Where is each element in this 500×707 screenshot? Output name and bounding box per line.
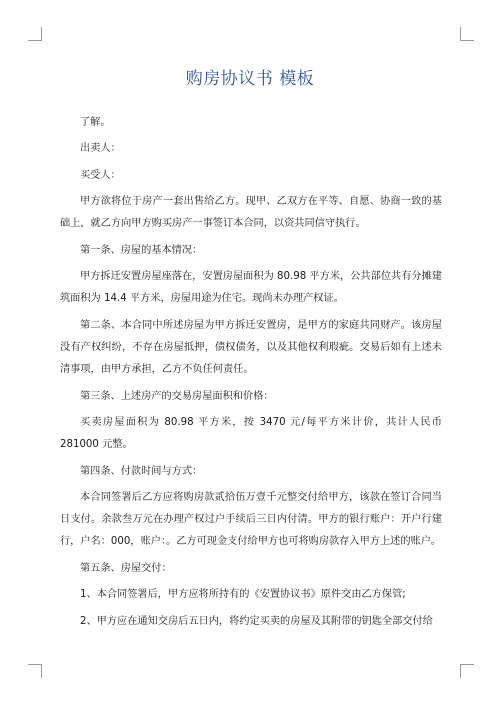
document-body xyxy=(60,112,442,637)
crop-mark-bottom-left xyxy=(28,664,42,678)
paragraph: 1、本合同签署后，甲方应将所持有的《安置协议书》原件交由乙方保管; xyxy=(80,589,406,601)
paragraph: 第一条、房屋的基本情况： xyxy=(80,244,203,256)
paragraph: 出卖人： xyxy=(80,143,121,155)
paragraph: 买受人： xyxy=(80,169,121,181)
paragraph: 第五条、房屋交付： xyxy=(80,562,172,574)
paragraph: 本合同签署后乙方应将购房款贰拾伍万壹千元整交付给甲方，该款在签订合同当日支付。余款叁万元在办理产权过户手续后三日内付清。甲方的银行账户：开户行建行，户名：000，账户：。乙方可现金支付给甲方也可将购房款存入甲方上述的账户。 xyxy=(60,491,442,548)
paragraph: 2、甲方应在通知交房后五日内，将约定买卖的房屋及其附带的钥匙全部交付给 xyxy=(80,615,433,627)
paragraph: 了解。 xyxy=(80,117,111,128)
paragraph: 甲方欲将位于房产一套出售给乙方。现甲、乙双方在平等、自愿、协商一致的基础上，就乙方向甲方购买房产一事签订本合同，以资共同信守执行。 xyxy=(60,196,442,230)
crop-mark-top-left xyxy=(28,27,42,41)
crop-mark-top-right xyxy=(460,27,474,41)
paragraph: 第二条、本合同中所述房屋为甲方拆迁安置房，是甲方的家庭共同财产。该房屋没有产权纠纷，不存在房屋抵押，债权债务，以及其他权利瑕疵。交易后如有上述未清事项，由甲方承担，乙方不负任何责任。 xyxy=(60,319,442,376)
paragraph: 买卖房屋面积为 80.98 平方米，按 3470 元/每平方米计价，共计人民币 281000 元整。 xyxy=(60,416,442,451)
paragraph: 第四条、付款时间与方式： xyxy=(80,465,203,477)
paragraph: 甲方拆迁安置房屋座落在，安置房屋面积为 80.98 平方米，公共部位共有分摊建筑面积为 14.4 平方米，房屋用途为住宅。现尚未办理产权证。 xyxy=(60,271,442,305)
paragraph: 第三条、上述房产的交易房屋面积和价格： xyxy=(80,390,274,402)
crop-mark-bottom-right xyxy=(460,664,474,678)
document-title: 购房协议书 模板 xyxy=(185,69,315,89)
